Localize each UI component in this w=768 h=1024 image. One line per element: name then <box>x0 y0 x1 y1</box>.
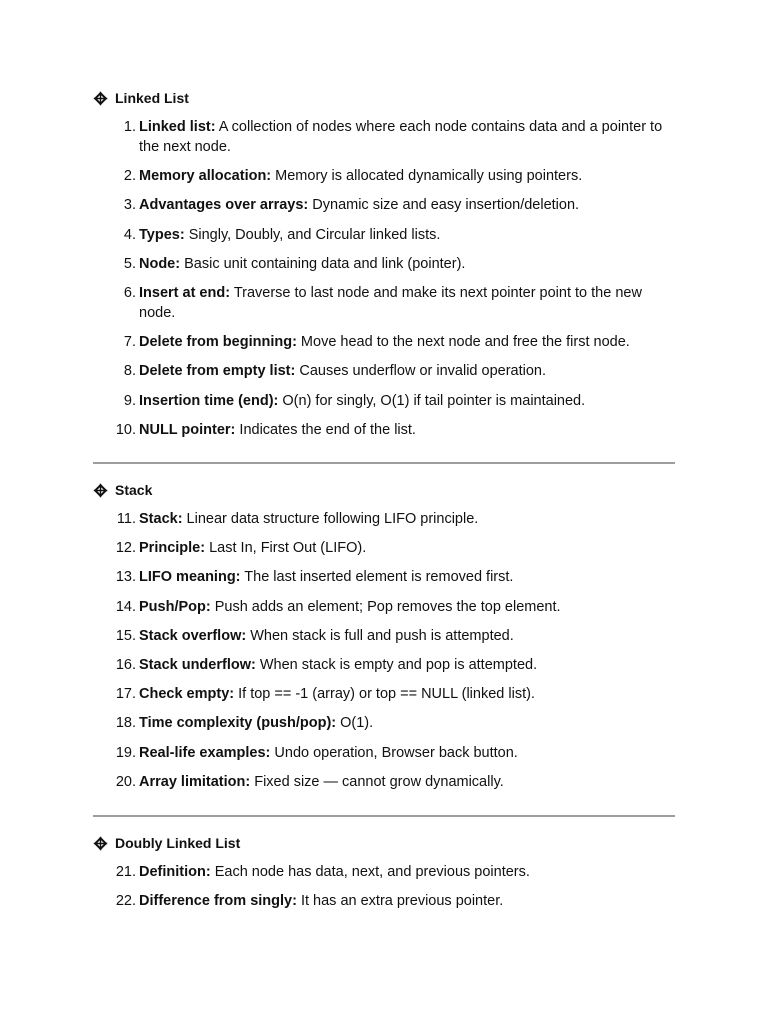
item-term: Time complexity (push/pop): <box>139 715 337 732</box>
item-number: 22. <box>115 893 136 910</box>
list-item <box>93 420 675 440</box>
item-number: 15. <box>115 627 136 644</box>
list-item <box>93 361 675 381</box>
item-number: 18. <box>115 715 136 732</box>
section-linked-list <box>93 88 675 438</box>
item-term: Stack: <box>139 511 183 527</box>
item-text: Singly, Doubly, and Circular linked lists. <box>184 226 441 243</box>
item-term: Types: <box>139 226 185 243</box>
list-item <box>93 684 675 704</box>
section-title: Stack <box>115 482 153 498</box>
item-term: Check empty: <box>139 686 235 703</box>
item-text: The last inserted element is removed first. <box>240 569 514 586</box>
list-item <box>93 283 675 323</box>
item-text: O(1). <box>336 715 374 732</box>
item-text: Fixed size — cannot grow dynamically. <box>250 773 504 790</box>
item-number: 3. <box>123 197 136 214</box>
section-title: Doubly Linked List <box>115 835 241 851</box>
item-number: 2. <box>123 168 136 185</box>
section-stack <box>93 480 675 790</box>
item-text: Move head to the next node and free the first node. <box>296 334 630 351</box>
item-term: Difference from singly: <box>139 893 297 910</box>
item-number: 5. <box>123 255 136 272</box>
section-divider <box>93 815 675 817</box>
item-number: 1. <box>123 119 136 135</box>
item-term: Array limitation: <box>139 773 251 790</box>
item-text: When stack is empty and pop is attempted. <box>255 656 538 673</box>
item-number: 4. <box>123 226 136 243</box>
list-item <box>93 626 675 646</box>
item-term: Stack underflow: <box>139 656 256 673</box>
item-term: NULL pointer: <box>139 421 236 438</box>
item-text: Traverse to last node and make its next pointer point to the new node. <box>139 284 642 321</box>
item-text: Linear data structure following LIFO principle. <box>182 511 479 527</box>
item-number: 13. <box>115 569 136 586</box>
item-term: Principle: <box>139 540 206 557</box>
diamond-bullet-icon <box>93 91 108 106</box>
item-text: Push adds an element; Pop removes the top element. <box>210 598 561 615</box>
item-number: 9. <box>123 392 136 409</box>
item-term: Definition: <box>139 864 211 880</box>
list-item <box>93 538 675 558</box>
item-text: Indicates the end of the list. <box>235 421 416 438</box>
section-doubly-linked-list <box>93 833 675 910</box>
diamond-bullet-icon <box>93 483 108 498</box>
item-list <box>93 117 675 449</box>
list-item <box>93 509 675 529</box>
item-term: Insert at end: <box>139 284 231 301</box>
item-text: Each node has data, next, and previous pointers. <box>210 864 530 880</box>
item-text: Undo operation, Browser back button. <box>270 744 518 761</box>
item-number: 12. <box>115 540 136 557</box>
list-item <box>93 597 675 617</box>
list-item <box>93 391 675 411</box>
item-number: 21. <box>115 864 136 880</box>
section-heading <box>93 88 675 108</box>
list-item <box>93 891 675 911</box>
item-number: 17. <box>115 686 136 703</box>
item-term: Real-life examples: <box>139 744 271 761</box>
item-term: Delete from empty list: <box>139 363 296 380</box>
item-term: Insertion time (end): <box>139 392 279 409</box>
item-term: Linked list: <box>139 119 216 135</box>
item-number: 11. <box>116 511 136 527</box>
item-number: 10. <box>115 421 136 438</box>
item-number: 6. <box>123 284 136 301</box>
list-item <box>93 713 675 733</box>
list-item <box>93 862 675 882</box>
item-term: Memory allocation: <box>139 168 272 185</box>
list-item <box>93 195 675 215</box>
diamond-bullet-icon <box>93 836 108 851</box>
list-item <box>93 332 675 352</box>
item-term: LIFO meaning: <box>139 569 241 586</box>
list-item <box>93 166 675 186</box>
item-number: 14. <box>115 598 136 615</box>
section-heading <box>93 480 675 500</box>
item-term: Advantages over arrays: <box>139 197 309 214</box>
item-text: Memory is allocated dynamically using pointers. <box>271 168 583 185</box>
item-term: Node: <box>139 255 181 272</box>
item-text: If top == -1 (array) or top == NULL (linked list). <box>234 686 535 703</box>
item-text: When stack is full and push is attempted. <box>246 627 514 644</box>
list-item <box>93 772 675 792</box>
item-text: Causes underflow or invalid operation. <box>295 363 546 380</box>
item-list <box>93 509 675 801</box>
item-term: Push/Pop: <box>139 598 211 615</box>
list-item <box>93 117 675 157</box>
item-number: 16. <box>115 656 136 673</box>
item-text: It has an extra previous pointer. <box>296 893 504 910</box>
item-number: 8. <box>123 363 136 380</box>
list-item <box>93 743 675 763</box>
item-text: Dynamic size and easy insertion/deletion. <box>308 197 580 214</box>
item-text: A collection of nodes where each node contains data and a pointer to the next node. <box>139 119 663 155</box>
item-number: 20. <box>115 773 136 790</box>
list-item <box>93 655 675 675</box>
list-item <box>93 567 675 587</box>
item-text: O(n) for singly, O(1) if tail pointer is maintained. <box>278 392 586 409</box>
item-text: Basic unit containing data and link (pointer). <box>180 255 466 272</box>
section-title: Linked List <box>115 90 189 106</box>
item-list <box>93 862 675 920</box>
item-term: Delete from beginning: <box>139 334 297 351</box>
list-item <box>93 254 675 274</box>
section-divider <box>93 462 675 464</box>
item-number: 19. <box>115 744 136 761</box>
list-item <box>93 225 675 245</box>
section-heading <box>93 833 675 853</box>
item-term: Stack overflow: <box>139 627 247 644</box>
item-number: 7. <box>123 334 136 351</box>
item-text: Last In, First Out (LIFO). <box>205 540 367 557</box>
